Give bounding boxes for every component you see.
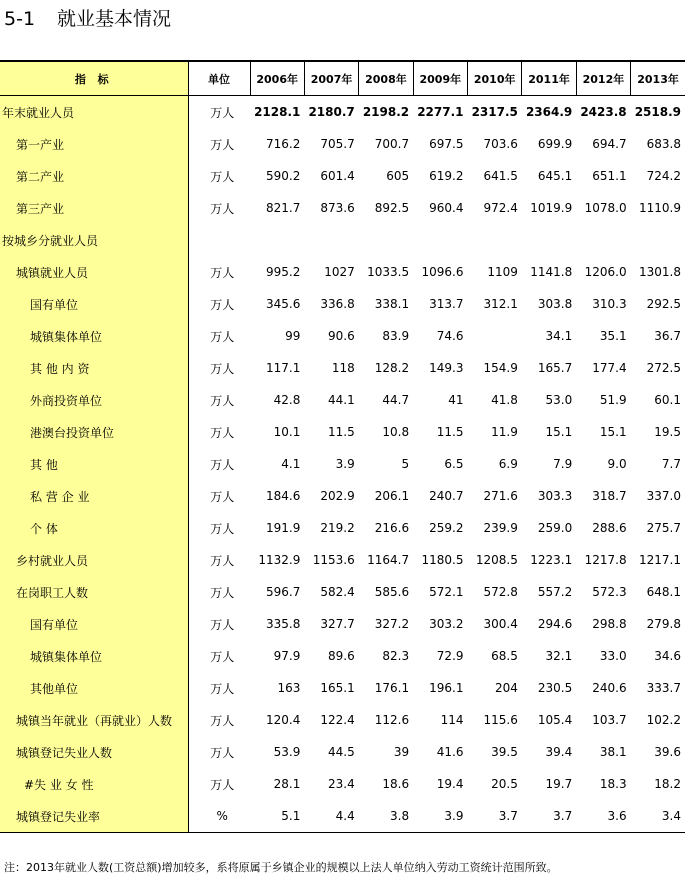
row-value: 105.4 [537,713,573,727]
row-unit: 万人 [210,105,235,120]
row-value: 20.5 [491,777,518,791]
row-label: 城镇集体单位 [0,640,188,672]
row-unit: 万人 [210,425,235,440]
row-value: 2317.5 [471,105,518,119]
row-value: 1223.1 [530,553,573,567]
row-value: 4.4 [304,800,358,833]
row-value: 9.0 [607,457,627,471]
table-row [0,608,685,640]
row-unit: 万人 [210,745,235,760]
row-value: 83.9 [382,329,410,343]
row-value: 1208.5 [475,553,518,567]
row-unit: 万人 [210,457,235,472]
row-label: 城镇登记失业人数 [0,736,188,768]
table-row [0,640,685,672]
row-value [304,224,358,256]
row-value: 336.8 [320,297,355,311]
row-value: 10.8 [382,425,410,439]
row-value: 41.6 [436,745,464,759]
row-value [413,224,467,256]
row-value: 15.1 [599,425,627,439]
row-value: 821.7 [266,201,301,215]
row-value [522,224,576,256]
row-value: 60.1 [654,393,681,407]
row-label: 个 体 [0,512,188,544]
row-value: 3.8 [359,800,413,833]
header-unit: 单位 [188,62,250,96]
row-value: 298.8 [592,617,627,631]
row-unit: 万人 [210,649,235,664]
row-unit: 万人 [210,553,235,568]
row-value: 892.5 [374,201,410,215]
row-value: 165.7 [537,361,573,375]
row-value: 585.6 [374,585,410,599]
row-value: 39.6 [654,745,681,759]
row-value: 572.1 [429,585,464,599]
table-row [0,192,685,224]
row-value: 1153.6 [312,553,355,567]
row-value: 292.5 [646,297,681,311]
row-value: 149.3 [429,361,464,375]
row-value: 7.7 [661,457,681,471]
row-value: 271.6 [483,489,518,503]
row-label: 按城乡分就业人员 [0,224,188,256]
row-value [468,320,522,352]
row-value: 1109 [487,265,518,279]
row-value: 39 [393,745,410,759]
header-row [0,62,685,96]
row-value: 337.0 [646,489,681,503]
row-value: 596.7 [266,585,301,599]
row-value: 204 [494,681,518,695]
row-value: 18.3 [599,777,627,791]
employment-table [0,62,685,833]
row-value: 11.9 [491,425,518,439]
row-value: 572.8 [483,585,518,599]
row-value: 34.6 [654,649,681,663]
row-value: 165.1 [320,681,355,695]
row-label: 第二产业 [0,160,188,192]
row-value: 300.4 [483,617,518,631]
row-value: 259.0 [537,521,573,535]
row-unit: % [188,800,250,833]
row-value: 1078.0 [584,201,627,215]
row-value: 3.6 [576,800,630,833]
row-value: 6.5 [444,457,464,471]
table-row [0,768,685,800]
row-value: 41 [448,393,464,407]
row-value: 873.6 [320,201,355,215]
row-value: 1141.8 [530,265,573,279]
header-indicator: 指 标 [0,62,188,96]
row-value: 44.5 [328,745,355,759]
row-value: 53.9 [273,745,301,759]
row-value: 303.2 [429,617,464,631]
row-value: 327.2 [374,617,410,631]
table-body [0,96,685,833]
row-label: 私 营 企 业 [0,480,188,512]
row-label: 城镇登记失业率 [0,800,188,833]
row-value: 4.1 [281,457,301,471]
row-value: 641.5 [483,169,518,183]
header-year: 2007年 [304,62,358,96]
row-value: 272.5 [646,361,681,375]
row-label: 国有单位 [0,608,188,640]
table-row [0,352,685,384]
table-row [0,96,685,129]
row-label: 外商投资单位 [0,384,188,416]
row-value: 345.6 [266,297,301,311]
row-value: 33.0 [599,649,627,663]
row-value: 960.4 [429,201,464,215]
row-value: 288.6 [592,521,627,535]
row-label: 其 他 [0,448,188,480]
row-value [576,224,630,256]
row-value: 557.2 [537,585,573,599]
row-value: 6.9 [498,457,518,471]
row-value: 724.2 [646,169,681,183]
row-value: 11.5 [436,425,464,439]
row-value: 601.4 [320,169,355,183]
row-unit: 万人 [210,681,235,696]
row-value: 995.2 [266,265,301,279]
row-value: 1110.9 [639,201,681,215]
row-value: 18.6 [382,777,410,791]
row-value: 2518.9 [634,105,681,119]
row-value: 5 [401,457,410,471]
header-year: 2013年 [631,62,685,96]
row-value: 2277.1 [417,105,464,119]
header-year: 2006年 [250,62,304,96]
row-value: 572.3 [592,585,627,599]
row-value: 19.4 [436,777,464,791]
table-row [0,704,685,736]
row-value: 19.7 [545,777,573,791]
row-value: 239.9 [483,521,518,535]
header-year: 2012年 [576,62,630,96]
row-label: 年末就业人员 [0,96,188,129]
row-value: 118 [331,361,355,375]
row-value [250,224,304,256]
row-value: 230.5 [537,681,573,695]
header-year: 2009年 [413,62,467,96]
row-value: 44.1 [328,393,355,407]
row-value: 68.5 [491,649,518,663]
row-label: 在岗职工人数 [0,576,188,608]
row-value: 2198.2 [362,105,410,119]
row-value: 700.7 [374,137,410,151]
table-row [0,576,685,608]
row-value: 206.1 [374,489,410,503]
row-label: 城镇当年就业（再就业）人数 [0,704,188,736]
header-year: 2008年 [359,62,413,96]
row-value: 703.6 [483,137,518,151]
row-value: 39.5 [491,745,518,759]
row-value: 1180.5 [421,553,464,567]
row-label: 其他单位 [0,672,188,704]
row-value: 2423.8 [580,105,627,119]
row-value: 310.3 [592,297,627,311]
row-unit: 万人 [210,617,235,632]
row-value: 196.1 [429,681,464,695]
row-value: 42.8 [273,393,301,407]
row-value: 38.1 [599,745,627,759]
row-value: 35.1 [599,329,627,343]
row-value: 219.2 [320,521,355,535]
row-value: 648.1 [646,585,681,599]
row-label: 乡村就业人员 [0,544,188,576]
row-value: 89.6 [328,649,355,663]
table-row [0,384,685,416]
row-value: 72.9 [436,649,464,663]
row-value: 335.8 [266,617,301,631]
row-value: 1164.7 [367,553,410,567]
row-value: 10.1 [273,425,301,439]
row-value: 619.2 [429,169,464,183]
row-value: 645.1 [537,169,573,183]
row-value: 240.7 [429,489,464,503]
row-value: 1301.8 [639,265,681,279]
row-value: 1027 [324,265,355,279]
row-unit: 万人 [210,361,235,376]
row-label: 港澳台投资单位 [0,416,188,448]
row-label: 城镇集体单位 [0,320,188,352]
row-unit: 万人 [210,585,235,600]
table-row [0,256,685,288]
row-value: 39.4 [545,745,573,759]
row-value: 582.4 [320,585,355,599]
row-value [631,224,685,256]
row-value: 176.1 [374,681,410,695]
row-value: 3.9 [335,457,355,471]
row-value: 128.2 [374,361,410,375]
row-unit: 万人 [210,329,235,344]
table-row [0,320,685,352]
row-value: 327.7 [320,617,355,631]
table-row [0,224,685,256]
row-value: 7.9 [553,457,573,471]
row-unit: 万人 [210,393,235,408]
row-value: 154.9 [483,361,518,375]
row-value: 3.9 [413,800,467,833]
table-row [0,512,685,544]
row-label: #失 业 女 性 [0,768,188,800]
row-value: 1033.5 [367,265,410,279]
row-unit: 万人 [210,201,235,216]
row-value: 82.3 [382,649,410,663]
row-value: 279.8 [646,617,681,631]
table-number: 5-1 [4,8,36,30]
row-value: 312.1 [483,297,518,311]
row-value: 112.6 [374,713,410,727]
table-row [0,288,685,320]
row-value: 313.7 [429,297,464,311]
row-unit: 万人 [210,137,235,152]
row-unit: 万人 [210,521,235,536]
row-value: 202.9 [320,489,355,503]
row-unit: 万人 [210,265,235,280]
row-value: 120.4 [266,713,301,727]
row-label: 国有单位 [0,288,188,320]
row-value: 122.4 [320,713,355,727]
table-row [0,544,685,576]
row-value: 303.3 [537,489,573,503]
row-value: 117.1 [266,361,301,375]
row-value: 103.7 [592,713,627,727]
row-value: 697.5 [429,137,464,151]
row-value: 90.6 [328,329,355,343]
table-row [0,672,685,704]
row-value: 97.9 [273,649,301,663]
table-row [0,448,685,480]
row-value: 3.7 [468,800,522,833]
row-value: 605 [386,169,410,183]
row-value: 114 [440,713,464,727]
row-value: 1096.6 [421,265,464,279]
row-value: 3.4 [631,800,685,833]
row-value: 1019.9 [530,201,573,215]
row-value: 240.6 [592,681,627,695]
row-value: 972.4 [483,201,518,215]
row-value: 41.8 [491,393,518,407]
row-value: 716.2 [266,137,301,151]
header-year: 2011年 [522,62,576,96]
row-value: 303.8 [537,297,573,311]
row-label: 第三产业 [0,192,188,224]
table-row [0,800,685,833]
row-value: 318.7 [592,489,627,503]
footnote: 注：2013年就业人数(工资总额)增加较多，系将原属于乡镇企业的规模以上法人单位纳入劳动工资统计范围所致。 [4,861,558,874]
row-value: 163 [277,681,301,695]
row-value: 19.5 [654,425,681,439]
row-value: 115.6 [483,713,518,727]
row-value: 3.7 [522,800,576,833]
row-value: 53.0 [545,393,573,407]
row-value: 333.7 [646,681,681,695]
row-unit: 万人 [210,777,235,792]
row-value: 23.4 [328,777,355,791]
row-value: 1217.1 [639,553,681,567]
row-value [359,224,413,256]
row-value: 191.9 [266,521,301,535]
row-value: 259.2 [429,521,464,535]
row-value: 74.6 [436,329,464,343]
row-unit [188,224,250,256]
row-value: 1206.0 [584,265,627,279]
row-value: 51.9 [599,393,627,407]
row-value: 590.2 [266,169,301,183]
table-title: 就业基本情况 [57,8,172,30]
table-row [0,416,685,448]
header-year: 2010年 [468,62,522,96]
row-value: 11.5 [328,425,355,439]
row-value: 275.7 [646,521,681,535]
row-value: 1132.9 [258,553,301,567]
row-value: 18.2 [654,777,681,791]
row-value: 34.1 [545,329,573,343]
row-value: 102.2 [646,713,681,727]
row-value: 177.4 [592,361,627,375]
row-value: 28.1 [273,777,301,791]
row-value: 99 [285,329,301,343]
row-value: 705.7 [320,137,355,151]
row-value: 36.7 [654,329,681,343]
row-label: 第一产业 [0,128,188,160]
row-unit: 万人 [210,169,235,184]
table-row [0,160,685,192]
row-value: 651.1 [592,169,627,183]
row-label: 其 他 内 资 [0,352,188,384]
row-value: 338.1 [374,297,410,311]
row-value: 32.1 [545,649,573,663]
row-value [468,224,522,256]
table-row [0,480,685,512]
table-row [0,128,685,160]
row-value: 44.7 [382,393,410,407]
row-value: 1217.8 [584,553,627,567]
row-value: 15.1 [545,425,573,439]
row-value: 699.9 [537,137,573,151]
page-title [4,6,171,32]
row-value: 694.7 [592,137,627,151]
table-row [0,736,685,768]
row-unit: 万人 [210,489,235,504]
row-value: 5.1 [250,800,304,833]
row-value: 2180.7 [308,105,355,119]
row-value: 294.6 [537,617,573,631]
row-value: 683.8 [646,137,681,151]
row-value: 2364.9 [525,105,573,119]
row-value: 184.6 [266,489,301,503]
row-label: 城镇就业人员 [0,256,188,288]
row-value: 2128.1 [254,105,301,119]
row-value: 216.6 [374,521,410,535]
row-unit: 万人 [210,297,235,312]
row-unit: 万人 [210,713,235,728]
